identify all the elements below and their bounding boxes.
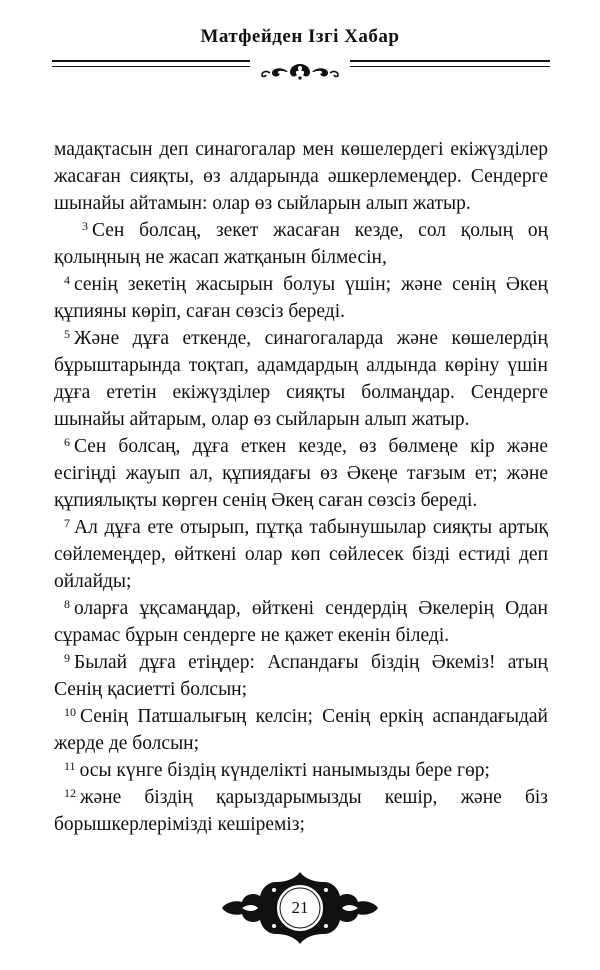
verse-text: және біздің қарыздарымызды кешір, және біз борышкерлерімізді кешіреміз; [54, 787, 548, 835]
verse-7 [54, 514, 548, 595]
verse-continuation [54, 136, 548, 217]
verse-number: 7 [64, 516, 70, 530]
verse-number: 8 [64, 597, 70, 611]
verse-4 [54, 271, 548, 325]
verse-text: Ал дұға ете отырып, пұтқа табынушылар сияқты артық сөйлемеңдер, өйткені олар көп сөйлесек бізді естиді деп ойлайды; [54, 517, 548, 592]
verse-number: 6 [64, 435, 70, 449]
verse-text: Сен болсаң, зекет жасаған кезде, сол қолың оң қолыңның не жасап жатқанын білмесін, [54, 220, 548, 268]
verse-number: 4 [64, 273, 70, 287]
verse-12 [54, 784, 548, 838]
page-number: 21 [291, 898, 309, 917]
verse-text: Былай дұға етіңдер: Аспандағы біздің Әкеміз! атың Сенің қасиетті болсын; [54, 652, 548, 700]
verse-text: сенің зекетің жасырын болуы үшін; және сенің Әкең құпияны көріп, саған сөзсіз береді. [54, 274, 548, 322]
verse-9 [54, 649, 548, 703]
verse-text: осы күнге біздің күнделікті нанымызды бере гөр; [79, 760, 490, 781]
verse-3 [54, 217, 548, 271]
verse-8 [54, 595, 548, 649]
header-ornament-icon [250, 60, 350, 82]
verse-11 [54, 757, 548, 784]
verse-text: оларға ұқсамаңдар, өйткені сендердің Әкелерің Одан сұрамас бұрын сендерге не қажет екенін біледі. [54, 598, 548, 646]
verse-number: 3 [82, 219, 88, 233]
verse-text: Және дұға еткенде, синагогаларда және көшелердің бұрыштарында тоқтап, адамдардың алдында көріну үшін дұға ететін екіжүзділер сияқты болмаңдар. Сендерге шынайы айтарым, олар өз сыйларын алып жатыр. [54, 328, 548, 430]
verse-text: Сен болсаң, дұға еткен кезде, өз бөлмеңе кір және есігіңді жауып ал, құпиядағы өз Әкеңе тағзым ет; және құпиялықты көрген сенің Әкең саған сөзсіз береді. [54, 436, 548, 511]
verse-6 [54, 433, 548, 514]
verse-number: 12 [64, 786, 76, 800]
verse-5 [54, 325, 548, 433]
scripture-text [54, 136, 548, 838]
verse-10 [54, 703, 548, 757]
verse-number: 11 [64, 759, 76, 773]
verse-number: 10 [64, 705, 76, 719]
running-header: Матфейден Ізгі Хабар [200, 26, 400, 47]
verse-text: мадақтасын деп синагогалар мен көшелердегі екіжүзділер жасаған сияқты, өз алдарында әшкерлемеңдер. Сендерге шынайы айтамын: олар өз сыйларын алып жатыр. [54, 139, 548, 214]
verse-text: Сенің Патшалығың келсін; Сенің еркің аспандағыдай жерде де болсын; [54, 706, 548, 754]
verse-number: 5 [64, 327, 70, 341]
verse-number: 9 [64, 651, 70, 665]
